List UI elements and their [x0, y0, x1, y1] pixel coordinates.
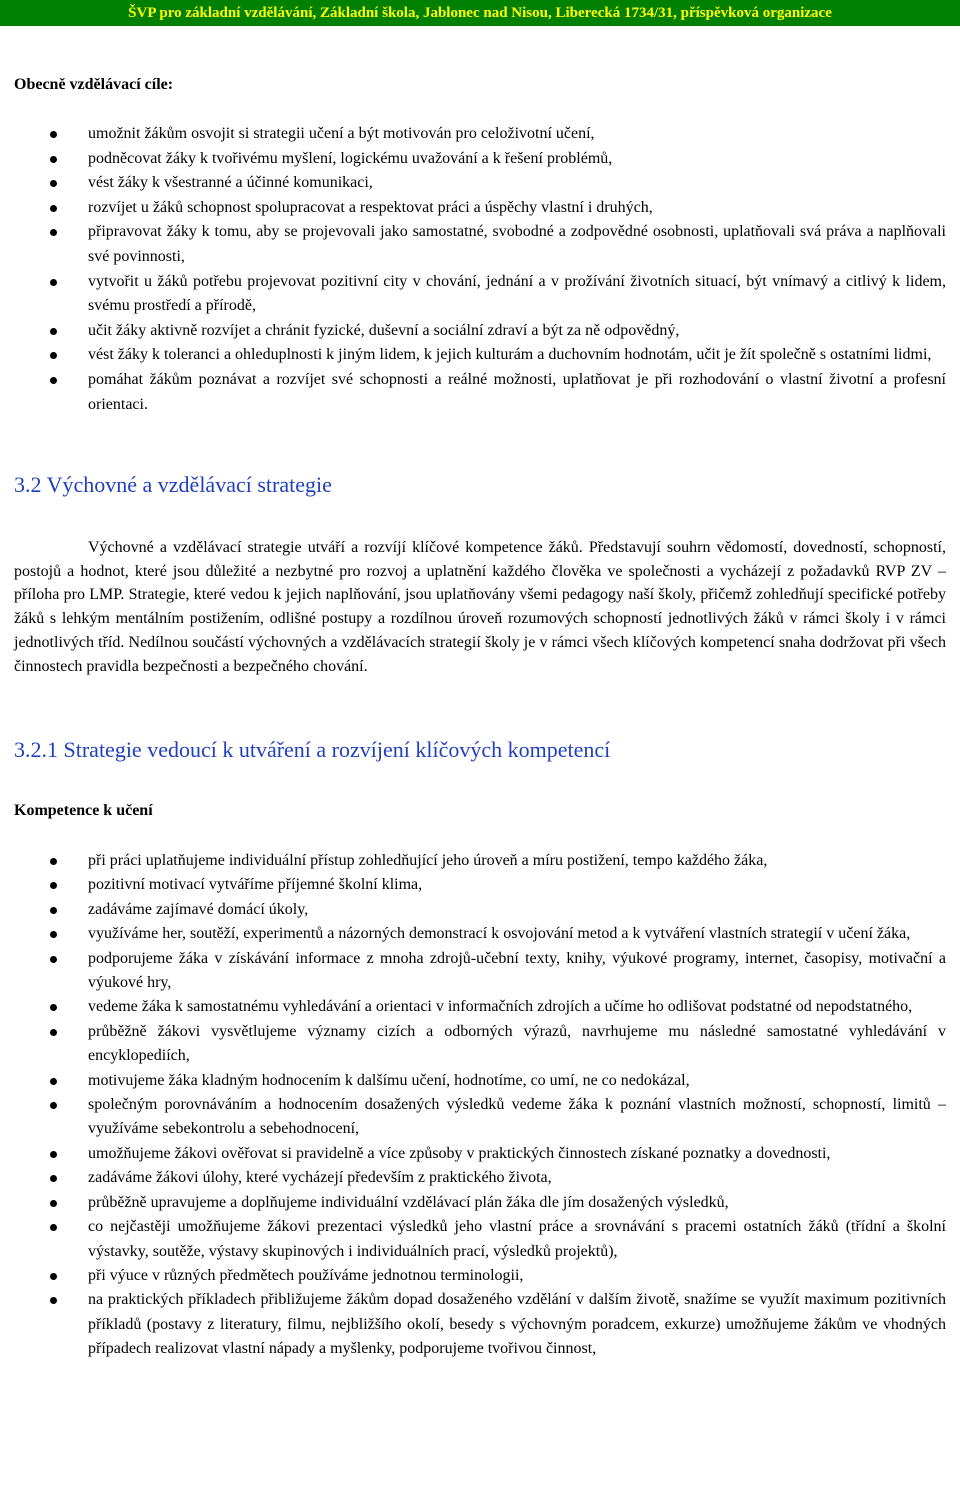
list-item-text: motivujeme žáka kladným hodnocením k dalšímu učení, hodnotíme, co umí, ne co nedokázal,	[88, 1071, 690, 1089]
bullet-icon	[50, 229, 57, 236]
bullet-icon	[50, 205, 57, 212]
bullet-icon	[50, 328, 57, 335]
bullet-icon	[50, 1297, 57, 1304]
bullet-icon	[50, 1151, 57, 1158]
bullet-icon	[50, 956, 57, 963]
list-item	[0, 898, 960, 922]
list-item	[0, 1020, 960, 1069]
list-item-text: připravovat žáky k tomu, aby se projevovali jako samostatné, svobodné a zodpovědné osobnosti, uplatňovali svá práva a naplňovali své povinnosti,	[88, 223, 946, 265]
list-item	[0, 147, 960, 172]
section-3-2-heading: 3.2 Výchovné a vzdělávací strategie	[14, 472, 332, 497]
bullet-icon	[50, 907, 57, 914]
list-item-text: vedeme žáka k samostatnému vyhledávání a orientaci v informačních zdrojích a učíme ho odlišovat podstatné od nepodstatného,	[88, 998, 913, 1016]
list-item	[0, 319, 960, 344]
bullet-icon	[50, 1175, 57, 1182]
bullet-icon	[50, 1273, 57, 1280]
bullet-icon	[50, 156, 57, 163]
list-item-text: rozvíjet u žáků schopnost spolupracovat a respektovat práci a úspěchy vlastní i druhých,	[88, 198, 653, 216]
bullet-icon	[50, 882, 57, 889]
list-item	[0, 1191, 960, 1215]
list-item-text: pozitivní motivací vytváříme příjemné školní klima,	[88, 876, 423, 894]
document-header	[0, 0, 960, 26]
list-item-text: využíváme her, soutěží, experimentů a názorných demonstrací k osvojování metod a k vytváření vlastních strategií v učení žáka,	[88, 925, 911, 943]
header-text: ŠVP pro základní vzdělávání, Základní škola, Jablonec nad Nisou, Liberecká 1734/31, příspěvková organizace	[128, 4, 832, 21]
list-item-text: společným porovnáváním a hodnocením dosažených výsledků vedeme žáka k poznání vlastních možností, schopností, limitů – využíváme sebekontrolu a sebehodnocení,	[88, 1096, 946, 1138]
list-item-text: učit žáky aktivně rozvíjet a chránit fyzické, duševní a sociální zdraví a být za ně odpovědný,	[88, 321, 680, 339]
list-item-text: podporujeme žáka v získávání informace z mnoha zdrojů-učební texty, knihy, výukové programy, internet, časopisy, motivační a výukové hry,	[88, 949, 946, 992]
list-item	[0, 270, 960, 319]
general-goals-list	[0, 122, 960, 417]
bullet-icon	[50, 352, 57, 359]
list-item-text: co nejčastěji umožňujeme žákovi prezentaci výsledků jeho vlastní práce a srovnávání s pracemi ostatních žáků (třídní a školní výstavky, soutěže, výstavy skupinových i individuálních prací, výsledků projektů),	[88, 1218, 946, 1260]
bullet-icon	[50, 279, 57, 286]
bullet-icon	[50, 180, 57, 187]
list-item	[0, 171, 960, 196]
list-item-text: podněcovat žáky k tvořivému myšlení, logickému uvažování a k řešení problémů,	[88, 149, 613, 167]
list-item	[0, 873, 960, 897]
bullet-icon	[50, 131, 57, 138]
list-item	[0, 196, 960, 221]
bullet-icon	[50, 1102, 57, 1109]
list-item	[0, 368, 960, 417]
bullet-icon	[50, 1029, 57, 1036]
list-item	[0, 1215, 960, 1264]
list-item-text: na praktických příkladech přibližujeme žákům dopad dosaženého vzdělání v dalším životě, snažíme se využít maximum pozitivních příkladů (postavy z literatury, filmu, nejbližšího okolí, besedy s výchovným poradcem, exkurze) umožňujeme žákům ve vhodných případech realizovat vlastní nápady a myšlenky, podporujeme tvořivou činnost,	[88, 1291, 946, 1358]
section-3-2-paragraph: Výchovné a vzdělávací strategie utváří a rozvíjí klíčové kompetence žáků. Představují souhrn vědomostí, dovedností, schopností, postojů a hodnot, které jsou důležité a nezbytné pro rozvoj a uplatnění každého člověka ve společnosti a vycházejí z požadavků RVP ZV – příloha pro LMP. Strategie, které vedou k jejich naplňování, jsou uplatňovány všemi pedagogy naší školy, přičemž zohledňují specifické potřeby žáků s lehkým mentálním postižením, odlišné postupy a rozdílnou úroveň rozumových schopností jednotlivých žáků v rámci školy i v rámci jednotlivých tříd. Nedílnou součástí výchovných a vzdělávacích strategií školy je v rámci všech klíčových kompetencí snaha dodržovat při všech činnostech pravidla bezpečnosti a bezpečného chování.	[14, 539, 946, 675]
list-item	[0, 849, 960, 873]
list-item	[0, 1264, 960, 1288]
list-item-text: průběžně upravujeme a doplňujeme individuální vzdělávací plán žáka dle jím dosažených výsledků,	[88, 1193, 729, 1211]
list-item	[0, 343, 960, 368]
list-item	[0, 1093, 960, 1142]
list-item	[0, 922, 960, 946]
bullet-icon	[50, 1004, 57, 1011]
list-item-text: při práci uplatňujeme individuální přístup zohledňující jeho úroveň a míru postižení, tempo každého žáka,	[88, 852, 768, 869]
list-item-text: vést žáky k toleranci a ohleduplnosti k jiným lidem, k jejich kulturám a duchovním hodnotám, učit je žít společně s ostatními lidmi,	[88, 346, 932, 364]
competence-learning-list	[0, 849, 960, 1362]
list-item-text: zadáváme žákovi úlohy, které vycházejí především z praktického života,	[88, 1169, 552, 1187]
list-item-text: umožnit žákům osvojit si strategii učení a být motivován pro celoživotní učení,	[88, 125, 595, 142]
section-3-2-1-heading: 3.2.1 Strategie vedoucí k utváření a rozvíjení klíčových kompetencí	[14, 737, 611, 762]
list-item	[0, 947, 960, 996]
list-item-text: průběžně žákovi vysvětlujeme významy cizích a odborných výrazů, navrhujeme mu následné samostatné vyhledávání v encyklopediích,	[88, 1022, 946, 1065]
list-item	[0, 220, 960, 269]
list-item-text: zadáváme zajímavé domácí úkoly,	[88, 900, 309, 918]
bullet-icon	[50, 377, 57, 384]
list-item	[0, 1142, 960, 1166]
list-item	[0, 995, 960, 1019]
bullet-icon	[50, 858, 57, 865]
general-goals-heading: Obecně vzdělávací cíle:	[14, 76, 174, 93]
list-item-text: vést žáky k všestranné a účinné komunikaci,	[88, 174, 373, 192]
list-item-text: pomáhat žákům poznávat a rozvíjet své schopnosti a reálné možnosti, uplatňovat je při rozhodování o vlastní životní a profesní orientaci.	[88, 370, 946, 413]
bullet-icon	[50, 1078, 57, 1085]
list-item	[0, 1069, 960, 1093]
bullet-icon	[50, 1224, 57, 1231]
bullet-icon	[50, 931, 57, 938]
list-item	[0, 1288, 960, 1361]
competence-learning-heading: Kompetence k učení	[14, 802, 153, 819]
bullet-icon	[50, 1200, 57, 1207]
list-item-text: vytvořit u žáků potřebu projevovat pozitivní city v chování, jednání a v prožívání životních situací, být vnímavý a citlivý k lidem, svému prostředí a přírodě,	[88, 272, 946, 315]
list-item	[0, 122, 960, 147]
list-item-text: umožňujeme žákovi ověřovat si pravidelně a více způsoby v praktických činnostech získané poznatky a dovednosti,	[88, 1144, 831, 1162]
list-item-text: při výuce v různých předmětech používáme jednotnou terminologii,	[88, 1266, 524, 1284]
list-item	[0, 1166, 960, 1190]
